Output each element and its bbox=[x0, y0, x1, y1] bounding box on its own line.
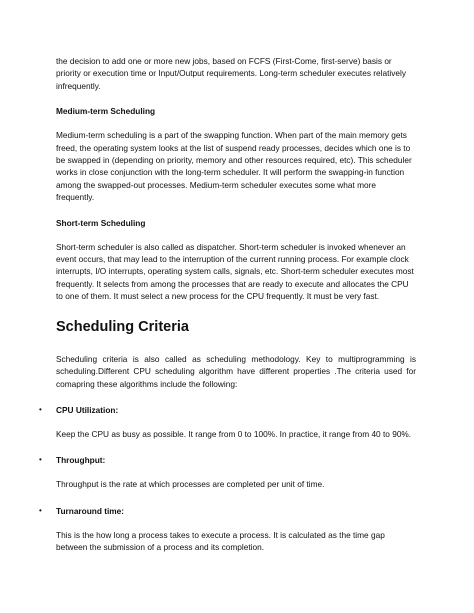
criterion-heading: Turnaround time: bbox=[56, 505, 125, 516]
bullet-icon: • bbox=[39, 404, 42, 414]
medium-term-text: Medium-term scheduling is a part of the swapping function. When part of the main memory gets freed, the operating system looks at the list of suspend ready processes, decides which one is to be swapped in (depending on priority, memory and other resources required, etc). This scheduler works in close conjunction with the long-term scheduler. It will perform the swapping-in function among the swapped-out processes. Medium-term scheduler executes some what more frequently. bbox=[56, 130, 412, 203]
criterion-text: Throughput is the rate at which processes are completed per unit of time. bbox=[56, 479, 325, 490]
criterion-turnaround-time bbox=[39, 505, 416, 517]
criterion-heading: Throughput: bbox=[56, 455, 106, 466]
criterion-heading: CPU Utilization: bbox=[56, 404, 119, 415]
criterion-cpu-utilization bbox=[39, 404, 416, 416]
short-term-heading: Short-term Scheduling bbox=[56, 217, 146, 228]
criterion-text: This is the how long a process takes to execute a process. It is calculated as the time gap between the submission of a process and its completion. bbox=[56, 529, 385, 553]
criterion-throughput bbox=[39, 454, 416, 466]
short-term-text: Short-term scheduler is also called as dispatcher. Short-term scheduler is invoked whenever an event occurs, that may lead to the interruption of the current running process. For example clock interrupts, I/O interrupts, operating system calls, signals, etc. Short-term scheduler executes most frequently. It selects from among the processes that are ready to execute and allocates the CPU to one of them. It must select a new process for the CPU frequently. It must be very fast. bbox=[56, 241, 414, 302]
intro-paragraph: the decision to add one or more new jobs, based on FCFS (First-Come, first-serve) basis or priority or execution time or Input/Output requirements. Long-term scheduler executes relatively infrequently. bbox=[56, 56, 407, 91]
criterion-text: Keep the CPU as busy as possible. It range from 0 to 100%. In practice, it range from 40 to 90%. bbox=[56, 428, 412, 439]
bullet-icon: • bbox=[39, 455, 42, 465]
medium-term-heading: Medium-term Scheduling bbox=[56, 106, 156, 117]
criteria-intro: Scheduling criteria is also called as scheduling methodology. Key to multiprogramming is scheduling.Different CPU scheduling algorithm have different properties .The criteria used for comapring these algorithms include the following: bbox=[56, 353, 416, 389]
bullet-icon: • bbox=[39, 505, 42, 515]
section-title: Scheduling Criteria bbox=[56, 318, 189, 335]
